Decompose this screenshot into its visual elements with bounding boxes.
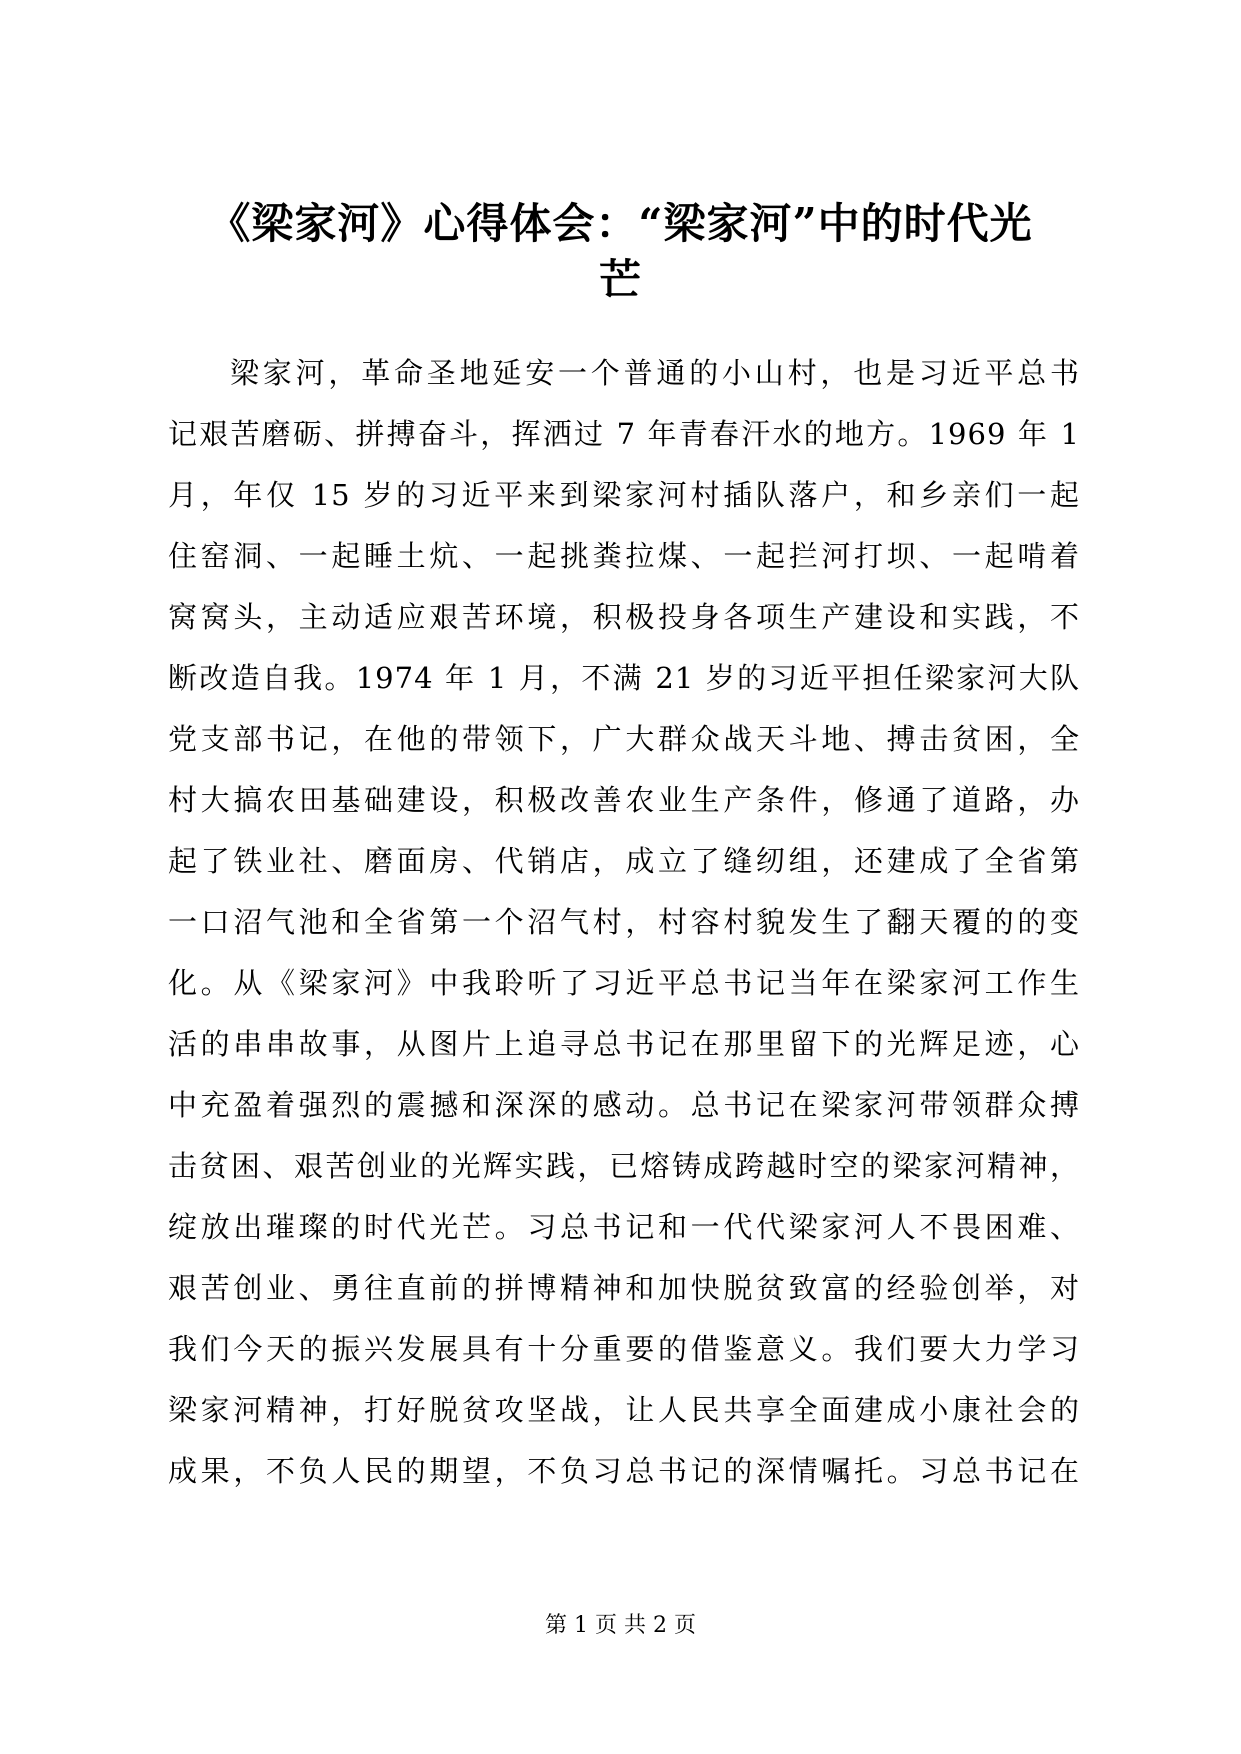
text-line: 活的串串故事，从图片上追寻总书记在那里留下的光辉足迹，心	[168, 1027, 1080, 1061]
text-line: 记艰苦磨砺、拼搏奋斗，挥洒过 7 年青春汗水的地方。1969 年 1	[168, 417, 1080, 451]
text-line: 成果，不负人民的期望，不负习总书记的深情嘱托。习总书记在	[168, 1454, 1080, 1488]
document-title	[160, 196, 1081, 308]
text-line: 住窑洞、一起睡土炕、一起挑粪拉煤、一起拦河打坝、一起啃着	[168, 539, 1080, 573]
title-line: 《梁家河》心得体会：“梁家河”中的时代光	[208, 199, 1033, 248]
text-line: 绽放出璀璨的时代光芒。习总书记和一代代梁家河人不畏困难、	[168, 1210, 1080, 1244]
text-line: 梁家河精神，打好脱贫攻坚战，让人民共享全面建成小康社会的	[168, 1393, 1080, 1427]
text-line: 艰苦创业、勇往直前的拼博精神和加快脱贫致富的经验创举，对	[168, 1271, 1080, 1305]
text-line: 梁家河，革命圣地延安一个普通的小山村，也是习近平总书	[230, 356, 1080, 390]
text-line: 窝窝头，主动适应艰苦环境，积极投身各项生产建设和实践，不	[168, 600, 1080, 634]
page-number-footer: 第 1 页 共 2 页	[545, 1613, 696, 1638]
text-line: 起了铁业社、磨面房、代销店，成立了缝纫组，还建成了全省第	[168, 844, 1080, 878]
text-line: 中充盈着强烈的震撼和深深的感动。总书记在梁家河带领群众搏	[168, 1088, 1080, 1122]
text-line: 一口沼气池和全省第一个沼气村，村容村貌发生了翻天覆的的变	[168, 905, 1080, 939]
text-line: 月，年仅 15 岁的习近平来到梁家河村插队落户，和乡亲们一起	[168, 478, 1080, 512]
text-line: 我们今天的振兴发展具有十分重要的借鉴意义。我们要大力学习	[168, 1332, 1080, 1366]
text-line: 断改造自我。1974 年 1 月，不满 21 岁的习近平担任梁家河大队	[168, 661, 1080, 695]
text-line: 党支部书记，在他的带领下，广大群众战天斗地、搏击贫困，全	[168, 722, 1080, 756]
title-line: 芒	[598, 255, 642, 304]
text-line: 村大搞农田基础建设，积极改善农业生产条件，修通了道路，办	[168, 783, 1080, 817]
body-paragraph	[168, 343, 1080, 1502]
text-line: 化。从《梁家河》中我聆听了习近平总书记当年在梁家河工作生	[168, 966, 1080, 1000]
text-line: 击贫困、艰苦创业的光辉实践，已熔铸成跨越时空的梁家河精神，	[168, 1149, 1080, 1183]
